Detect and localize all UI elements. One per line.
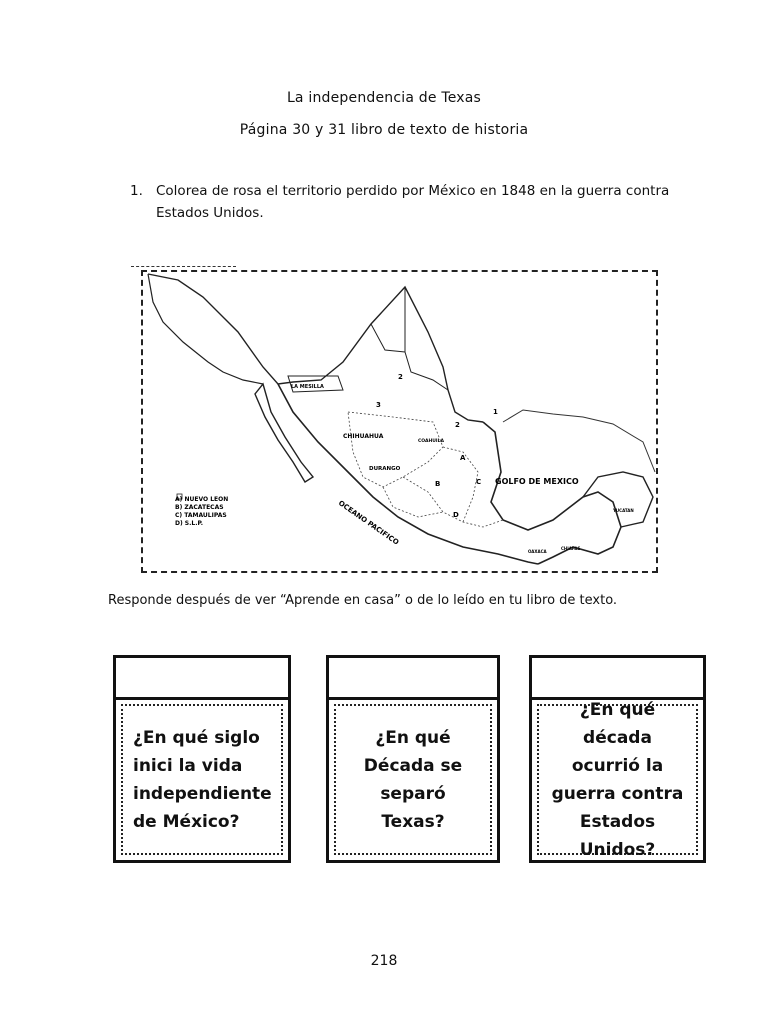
states-border-1 — [348, 412, 443, 487]
question-frame — [537, 699, 698, 860]
letter-b-label: B — [435, 480, 441, 488]
question-frame — [334, 704, 492, 855]
question-text: ¿En qué siglo inici la vida independiente de México? — [133, 727, 272, 832]
northern-border — [148, 274, 483, 422]
durango-label: DURANGO — [369, 466, 401, 472]
answer-box[interactable] — [532, 658, 703, 700]
letter-a-label: A — [460, 454, 466, 462]
territory-division — [371, 324, 405, 352]
activity-item — [130, 180, 670, 224]
states-border-2 — [403, 477, 503, 527]
letter-d-label: D — [453, 511, 459, 519]
chiapas-label: CHIAPAS — [561, 546, 581, 551]
response-instruction: Responde después de ver “Aprende en casa” o de lo leído en tu libro de texto. — [108, 593, 618, 608]
texas-border — [405, 287, 448, 390]
chihuahua-label: CHIHUAHUA — [343, 433, 384, 440]
question-card-3 — [529, 655, 706, 863]
pacific-coast-north — [148, 274, 263, 384]
page-subtitle: Página 30 y 31 libro de texto de historia — [239, 122, 529, 138]
gulf-north-shore — [503, 410, 655, 472]
la-mesilla-label: LA MESILLA — [291, 384, 324, 390]
page-number: 218 — [370, 953, 398, 969]
legend-item: D) S.L.P. — [175, 520, 204, 527]
question-card-1 — [113, 655, 291, 863]
question-text: ¿En qué década ocurrió la guerra contra Estados Unidos? — [551, 699, 684, 860]
ocean-label: OCEANO PACIFICO — [336, 499, 401, 547]
activity-number: 1. — [130, 183, 143, 199]
question-card-2 — [326, 655, 500, 863]
letter-c-label: C — [476, 478, 482, 486]
answer-box[interactable] — [329, 658, 497, 700]
region-2a-label: 2 — [398, 373, 403, 381]
question-text: ¿En qué Década se separó Texas? — [363, 727, 463, 832]
page-title: La independencia de Texas — [286, 90, 482, 106]
yucatan-label: YUCATAN — [613, 508, 634, 513]
gulf-coast — [483, 422, 621, 564]
mexico-map-frame — [141, 270, 658, 573]
map-top-mark — [131, 266, 236, 267]
answer-box[interactable] — [116, 658, 288, 700]
region-3-label: 3 — [376, 401, 381, 409]
baja-california — [255, 384, 313, 482]
legend-item: B) ZACATECAS — [175, 504, 224, 511]
question-frame — [121, 704, 283, 855]
gulf-label: GOLFO DE MEXICO — [495, 477, 579, 486]
activity-instruction: Colorea de rosa el territorio perdido por México en 1848 en la guerra contra Estados Unidos. — [156, 183, 670, 221]
region-1-label: 1 — [493, 408, 498, 416]
oaxaca-label: OAXACA — [528, 549, 547, 554]
region-2b-label: 2 — [455, 421, 460, 429]
legend-item: C) TAMAULIPAS — [175, 512, 227, 519]
legend-item: A) NUEVO LEON — [175, 496, 229, 503]
coahuila-label: COAHUILA — [418, 439, 444, 444]
mexico-map — [143, 272, 656, 571]
